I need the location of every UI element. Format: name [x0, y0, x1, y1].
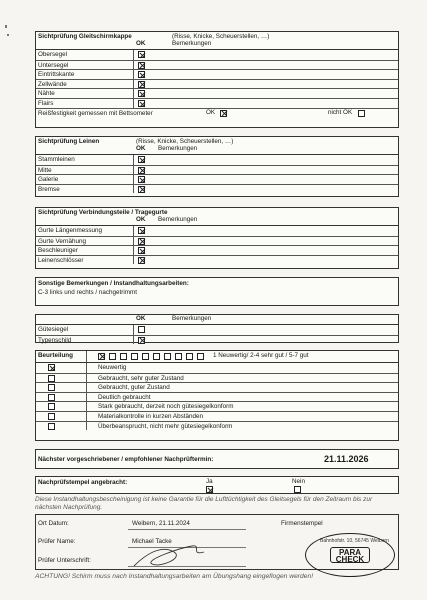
table-row: Mitte: [36, 165, 398, 175]
beurteilung-label: Deutlich gebraucht: [98, 393, 151, 401]
table-row: [36, 392, 398, 402]
signature-image: [130, 542, 210, 570]
stempel-ja-checkbox[interactable]: [206, 486, 213, 493]
table-row: [36, 373, 398, 383]
stamp-address: Bahnhofstr. 10, 56745 Weibern: [320, 538, 389, 544]
punch-mark: [7, 34, 9, 36]
ok-checkbox[interactable]: [138, 51, 145, 58]
scale-checkbox[interactable]: [120, 353, 127, 360]
col-bemerkungen-header: Bemerkungen: [172, 40, 212, 47]
ok-checkbox[interactable]: [138, 326, 145, 333]
section-verbindungsteile: [35, 207, 399, 269]
section-title: Sichtprüfung Gleitschirmkappe: [38, 33, 132, 40]
naechster-date: 21.11.2026: [324, 454, 369, 464]
col-ok-header: OK: [136, 145, 146, 152]
beurteilung-label: Materialkontrolle in kurzen Abständen: [98, 412, 204, 420]
section-siegel: [35, 314, 399, 343]
section-title: Sonstige Bemerkungen / Instandhaltungsarbeiten:: [38, 280, 189, 287]
scale-checkbox[interactable]: [175, 353, 182, 360]
section-title: Sichtprüfung Leinen: [38, 138, 100, 145]
beurteilung-checkbox[interactable]: [48, 423, 55, 430]
ok-checkbox[interactable]: [138, 81, 145, 88]
beurteilung-label: Überbeansprucht, nicht mehr gütesiegelkonform: [98, 422, 233, 430]
section-stempel: Nachprüfstempel angebracht: Ja Nein: [35, 476, 399, 494]
beurteilung-checkbox[interactable]: [48, 384, 55, 391]
beurteilung-checkbox[interactable]: [48, 394, 55, 401]
table-row: Bremse: [36, 184, 398, 194]
ok-checkbox[interactable]: [138, 176, 145, 183]
table-row: Zellwände: [36, 79, 398, 89]
ok-checkbox[interactable]: [138, 186, 145, 193]
scale-checkbox[interactable]: [153, 353, 160, 360]
beurteilung-label: Gebraucht, guter Zustand: [98, 384, 170, 392]
col-bemerkungen-header: Bemerkungen: [158, 145, 198, 152]
table-row: Stammleinen: [36, 155, 398, 165]
section-leinen: [35, 136, 399, 197]
table-row-reissfestigkeit: Reißfestigkeit gemessen mit Bettsometer OK nicht OK: [36, 108, 398, 118]
ok-checkbox[interactable]: [138, 247, 145, 254]
table-row: [36, 382, 398, 392]
table-row: Beschleuniger: [36, 245, 398, 255]
scale-checkbox[interactable]: [164, 353, 171, 360]
ok-checkbox[interactable]: [138, 71, 145, 78]
scale-checkbox[interactable]: [109, 353, 116, 360]
beurteilung-checkbox[interactable]: [48, 375, 55, 382]
pruefer-unterschrift-label: Prüfer Unterschrift:: [38, 557, 91, 564]
beurteilung-label: Gebraucht, sehr guter Zustand: [98, 374, 184, 382]
stempel-label: Nachprüfstempel angebracht:: [38, 479, 128, 486]
col-ok-header: OK: [136, 216, 146, 223]
pruefer-name-value: Michael Tacke: [132, 538, 172, 545]
section-subtitle: (Risse, Knicke, Scheuerstellen, …): [172, 33, 270, 40]
table-row: [36, 401, 398, 411]
table-row: Obersegel: [36, 50, 398, 60]
ok-checkbox[interactable]: [138, 257, 145, 264]
section-sonstige: [35, 277, 399, 306]
stamp-logo: PARA CHECK: [330, 547, 370, 563]
ort-label: Ort Datum:: [38, 520, 69, 527]
beurteilung-checkbox[interactable]: [48, 413, 55, 420]
beurteilung-label: Neuwertig: [98, 364, 127, 371]
scale-checkbox[interactable]: [186, 353, 193, 360]
col-bemerkungen-header: Bemerkungen: [158, 216, 198, 223]
scale-checkbox[interactable]: [197, 353, 204, 360]
ort-value: Weibern, 21.11.2024: [132, 520, 190, 527]
table-row: Eintrittskante: [36, 69, 398, 79]
ok-checkbox[interactable]: [138, 100, 145, 107]
beurteilung-checkbox[interactable]: [48, 403, 55, 410]
disclaimer-text: Diese Instandhaltungsbescheinigung ist keine Garantie für die Lufttüchtigkeit des Gleitsegels für den Zeitraum bis zur nächsten Nachprüfung.: [35, 496, 373, 511]
scale-checkbox[interactable]: [131, 353, 138, 360]
scale-checkbox[interactable]: [98, 353, 105, 360]
ok-checkbox[interactable]: [138, 90, 145, 97]
ok-checkbox[interactable]: [138, 238, 145, 245]
punch-mark: [5, 25, 7, 28]
beurteilung-checkbox[interactable]: [48, 364, 55, 371]
table-row: Gütesiegel: [36, 325, 398, 335]
table-row: Leinenschlösser: [36, 255, 398, 265]
table-row: Gurte Längenmessung: [36, 226, 398, 236]
beurteilung-scale-row: [36, 351, 398, 362]
col-ok-header: OK: [136, 315, 146, 322]
rows-gleitschirmkappe: [36, 49, 398, 117]
section-beurteilung: [35, 350, 399, 441]
col-bemerkungen-header: Bemerkungen: [172, 315, 212, 322]
reiss-ok-checkbox[interactable]: [220, 110, 227, 117]
stempel-nein-checkbox[interactable]: [294, 486, 301, 493]
beurteilung-label: Stark gebraucht, derzeit noch gütesiegelkonform: [98, 403, 234, 411]
pruefer-name-label: Prüfer Name:: [38, 538, 76, 545]
firmenstempel-label: Firmenstempel: [281, 520, 323, 527]
naechster-label: Nächster vorgeschriebener / empfohlener Nachprüftermin:: [38, 456, 214, 463]
col-ok-header: OK: [136, 40, 146, 47]
table-row: Galerie: [36, 174, 398, 184]
table-row: Untersegel: [36, 60, 398, 70]
table-row: Gurte Vernähung: [36, 236, 398, 246]
table-row: Nähte: [36, 88, 398, 98]
table-row: [36, 421, 398, 431]
table-row: [36, 411, 398, 421]
warning-text: ACHTUNG! Schirm muss nach Instandhaltungsarbeiten am Übungshang eingeflogen werden!: [35, 573, 314, 580]
ok-checkbox[interactable]: [138, 156, 145, 163]
section-gleitschirmkappe: [35, 31, 399, 128]
table-row: [36, 363, 398, 373]
section-naechster-termin: [35, 449, 399, 469]
table-row: Typenschild: [36, 335, 398, 345]
ok-checkbox[interactable]: [138, 167, 145, 174]
ok-checkbox[interactable]: [138, 337, 145, 344]
ok-checkbox[interactable]: [138, 62, 145, 69]
section-title: Beurteilung: [38, 352, 73, 359]
table-row: Flairs: [36, 98, 398, 108]
scale-legend: 1 Neuwertig/ 2-4 sehr gut / 5-7 gut: [213, 352, 309, 359]
section-subtitle: (Risse, Knicke, Scheuerstellen, …): [136, 138, 234, 145]
bemerkungen-text: C-3 links und rechts / nachgetrimmt: [38, 289, 138, 296]
reiss-nicht-ok-checkbox[interactable]: [358, 110, 365, 117]
scale-checkbox[interactable]: [142, 353, 149, 360]
section-title: Sichtprüfung Verbindungsteile / Tragegurte: [38, 209, 168, 216]
ok-checkbox[interactable]: [138, 227, 145, 234]
